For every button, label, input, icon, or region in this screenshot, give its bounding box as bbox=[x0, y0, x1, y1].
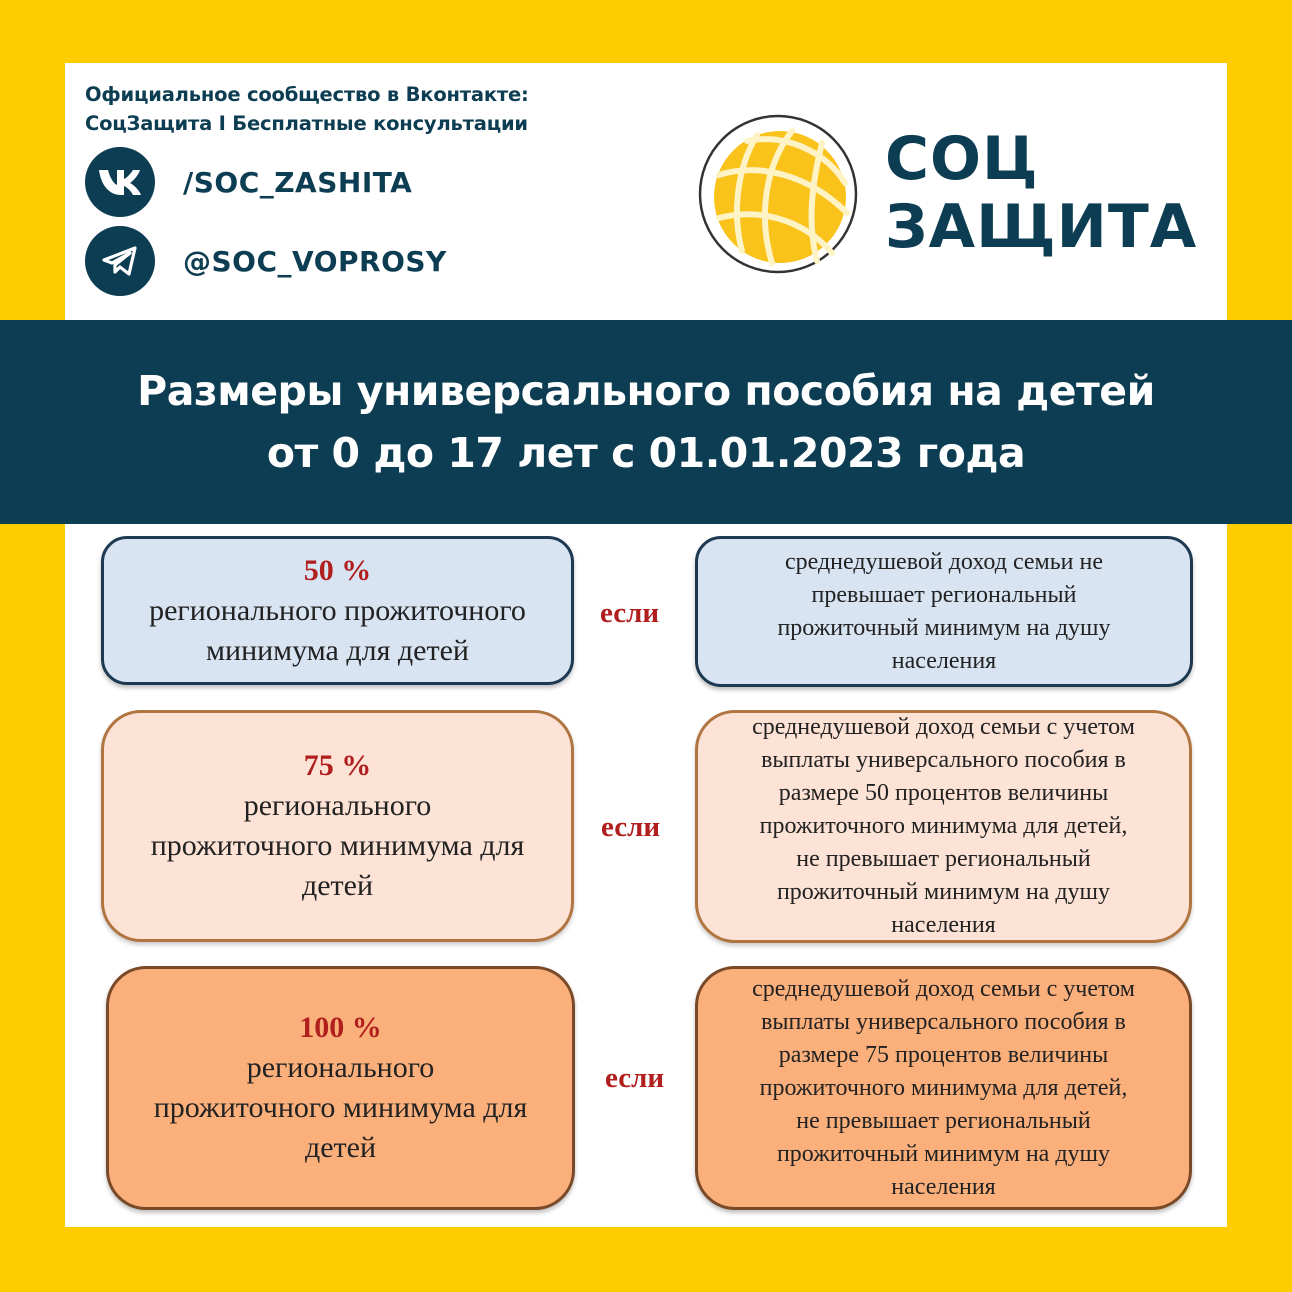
vk-icon bbox=[85, 147, 155, 217]
condition-line: не превышает региональный bbox=[796, 846, 1091, 872]
condition-line: среднедушевой доход семьи с учетом bbox=[752, 714, 1135, 740]
condition-line: не превышает региональный bbox=[796, 1107, 1091, 1134]
condition-line: населения bbox=[891, 647, 997, 674]
telegram-link[interactable] bbox=[85, 226, 447, 296]
condition-line: среднедушевой доход семьи с учетом bbox=[752, 975, 1135, 1002]
condition-line: размере 50 процентов величины bbox=[778, 780, 1109, 806]
benefit-percent: 50 % bbox=[303, 553, 372, 587]
benefit-100-box bbox=[106, 966, 575, 1210]
benefit-percent: 75 % bbox=[303, 749, 372, 782]
vk-handle: /SOC_ZASHITA bbox=[183, 165, 413, 199]
banner-title-line-1: Размеры универсального пособия на детей bbox=[137, 367, 1155, 415]
logo-line-1: СОЦ bbox=[885, 124, 1039, 194]
condition-line: превышает региональный bbox=[811, 581, 1077, 608]
title-banner bbox=[0, 320, 1292, 524]
globe-icon bbox=[697, 113, 859, 275]
benefit-desc-line: прожиточного минимума для bbox=[150, 829, 525, 862]
telegram-handle: @SOC_VOPROSY bbox=[183, 244, 447, 278]
condition-line: выплаты универсального пособия в bbox=[761, 1008, 1126, 1035]
condition-line: среднедушевой доход семьи не bbox=[784, 548, 1104, 575]
condition-50-box bbox=[695, 536, 1193, 687]
benefit-desc-line: прожиточного минимума для bbox=[153, 1091, 528, 1124]
condition-75-box bbox=[695, 710, 1192, 943]
vk-link[interactable] bbox=[85, 147, 412, 217]
connector-if: если bbox=[600, 597, 660, 629]
condition-100-box bbox=[695, 966, 1192, 1210]
condition-line: населения bbox=[891, 1173, 996, 1200]
logo-line-2: ЗАЩИТА bbox=[885, 192, 1198, 262]
connector-if: если bbox=[605, 1062, 665, 1094]
banner-title-line-2: от 0 до 17 лет с 01.01.2023 года bbox=[266, 429, 1026, 477]
community-line-1: Официальное сообщество в Вконтакте: bbox=[85, 83, 529, 106]
benefit-desc-line: детей bbox=[301, 869, 374, 902]
benefit-desc-line: регионального прожиточного bbox=[149, 593, 526, 627]
community-line-2: СоцЗащита I Бесплатные консультации bbox=[85, 112, 528, 135]
benefit-50-box bbox=[101, 536, 574, 685]
benefit-desc-line: минимума для детей bbox=[206, 633, 469, 667]
condition-line: прожиточный минимум на душу bbox=[776, 879, 1111, 905]
benefit-desc-line: детей bbox=[304, 1131, 377, 1164]
benefit-percent: 100 % bbox=[299, 1011, 382, 1044]
condition-line: прожиточный минимум на душу bbox=[777, 614, 1111, 641]
community-info bbox=[85, 80, 529, 138]
connector-if: если bbox=[601, 811, 661, 843]
brand-logo-text bbox=[885, 125, 1197, 261]
telegram-icon bbox=[85, 226, 155, 296]
condition-line: прожиточного минимума для детей, bbox=[759, 813, 1128, 839]
condition-line: выплаты универсального пособия в bbox=[761, 747, 1126, 773]
condition-line: прожиточный минимум на душу bbox=[776, 1140, 1111, 1167]
condition-line: населения bbox=[891, 912, 996, 938]
condition-line: прожиточного минимума для детей, bbox=[759, 1074, 1128, 1101]
benefit-desc-line: регионального bbox=[246, 1051, 435, 1084]
benefit-75-box bbox=[101, 710, 574, 942]
benefit-desc-line: регионального bbox=[243, 789, 432, 822]
condition-line: размере 75 процентов величины bbox=[778, 1041, 1109, 1068]
